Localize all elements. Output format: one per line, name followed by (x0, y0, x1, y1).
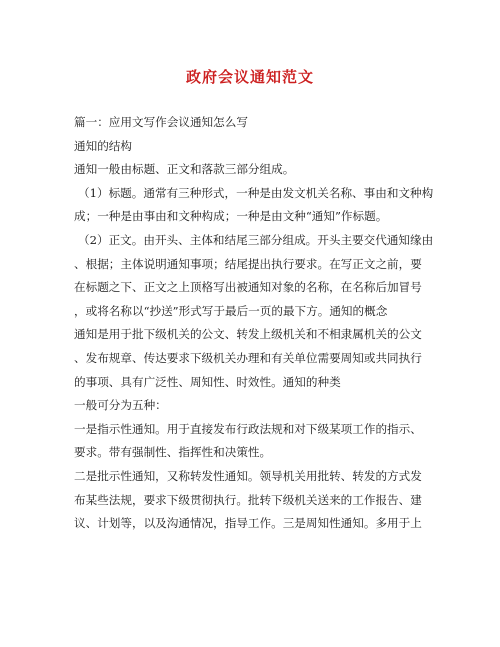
body-line: 一是指示性通知。用于直接发布行政法规和对下级某项工作的指示、 (74, 421, 422, 436)
body-line: 布某些法规，要求下级贯彻执行。批转下级机关送来的工作报告、建 (74, 492, 422, 507)
body-line: 、根据；主体说明通知事项；结尾提出执行要求。在写正文之前，要 (74, 256, 422, 271)
body-line: （2）正文。由开头、主体和结尾三部分组成。开头主要交代通知缘由 (78, 232, 434, 247)
body-line: 通知是用于批下级机关的公文、转发上级机关和不相隶属机关的公文 (74, 327, 422, 342)
body-line: 二是批示性通知，又称转发性通知。领导机关用批转、转发的方式发 (74, 468, 422, 483)
body-line: 篇一：应用文写作会议通知怎么写 (74, 115, 248, 129)
body-line: 在标题之下、正文之上顶格写出被通知对象的名称，在名称后加冒号 (74, 280, 422, 295)
body-line: 成；一种是由事由和文种构成；一种是由文种“通知”作标题。 (74, 209, 388, 224)
body-line: 、发布规章、传达要求下级机关办理和有关单位需要周知或共同执行 (74, 350, 422, 365)
body-line: 通知一般由标题、正文和落款三部分组成。 (74, 162, 295, 177)
document-body (74, 111, 434, 536)
body-line: （1）标题。通常有三种形式，一种是由发文机关名称、事由和文种构 (78, 185, 434, 200)
body-line: 要求。带有强制性、指挥性和决策性。 (74, 445, 272, 460)
body-line: ，或将名称以“抄送”形式写于最后一页的最下方。通知的概念 (74, 303, 388, 318)
body-line: 一般可分为五种： (74, 398, 167, 413)
body-line: 通知的结构 (74, 138, 132, 153)
document-title: 政府会议通知范文 (185, 68, 314, 86)
body-line: 议、计划等，以及沟通情况，指导工作。三是周知性通知。多用于上 (74, 516, 422, 531)
body-line: 的事项、具有广泛性、周知性、时效性。通知的种类 (74, 374, 341, 389)
